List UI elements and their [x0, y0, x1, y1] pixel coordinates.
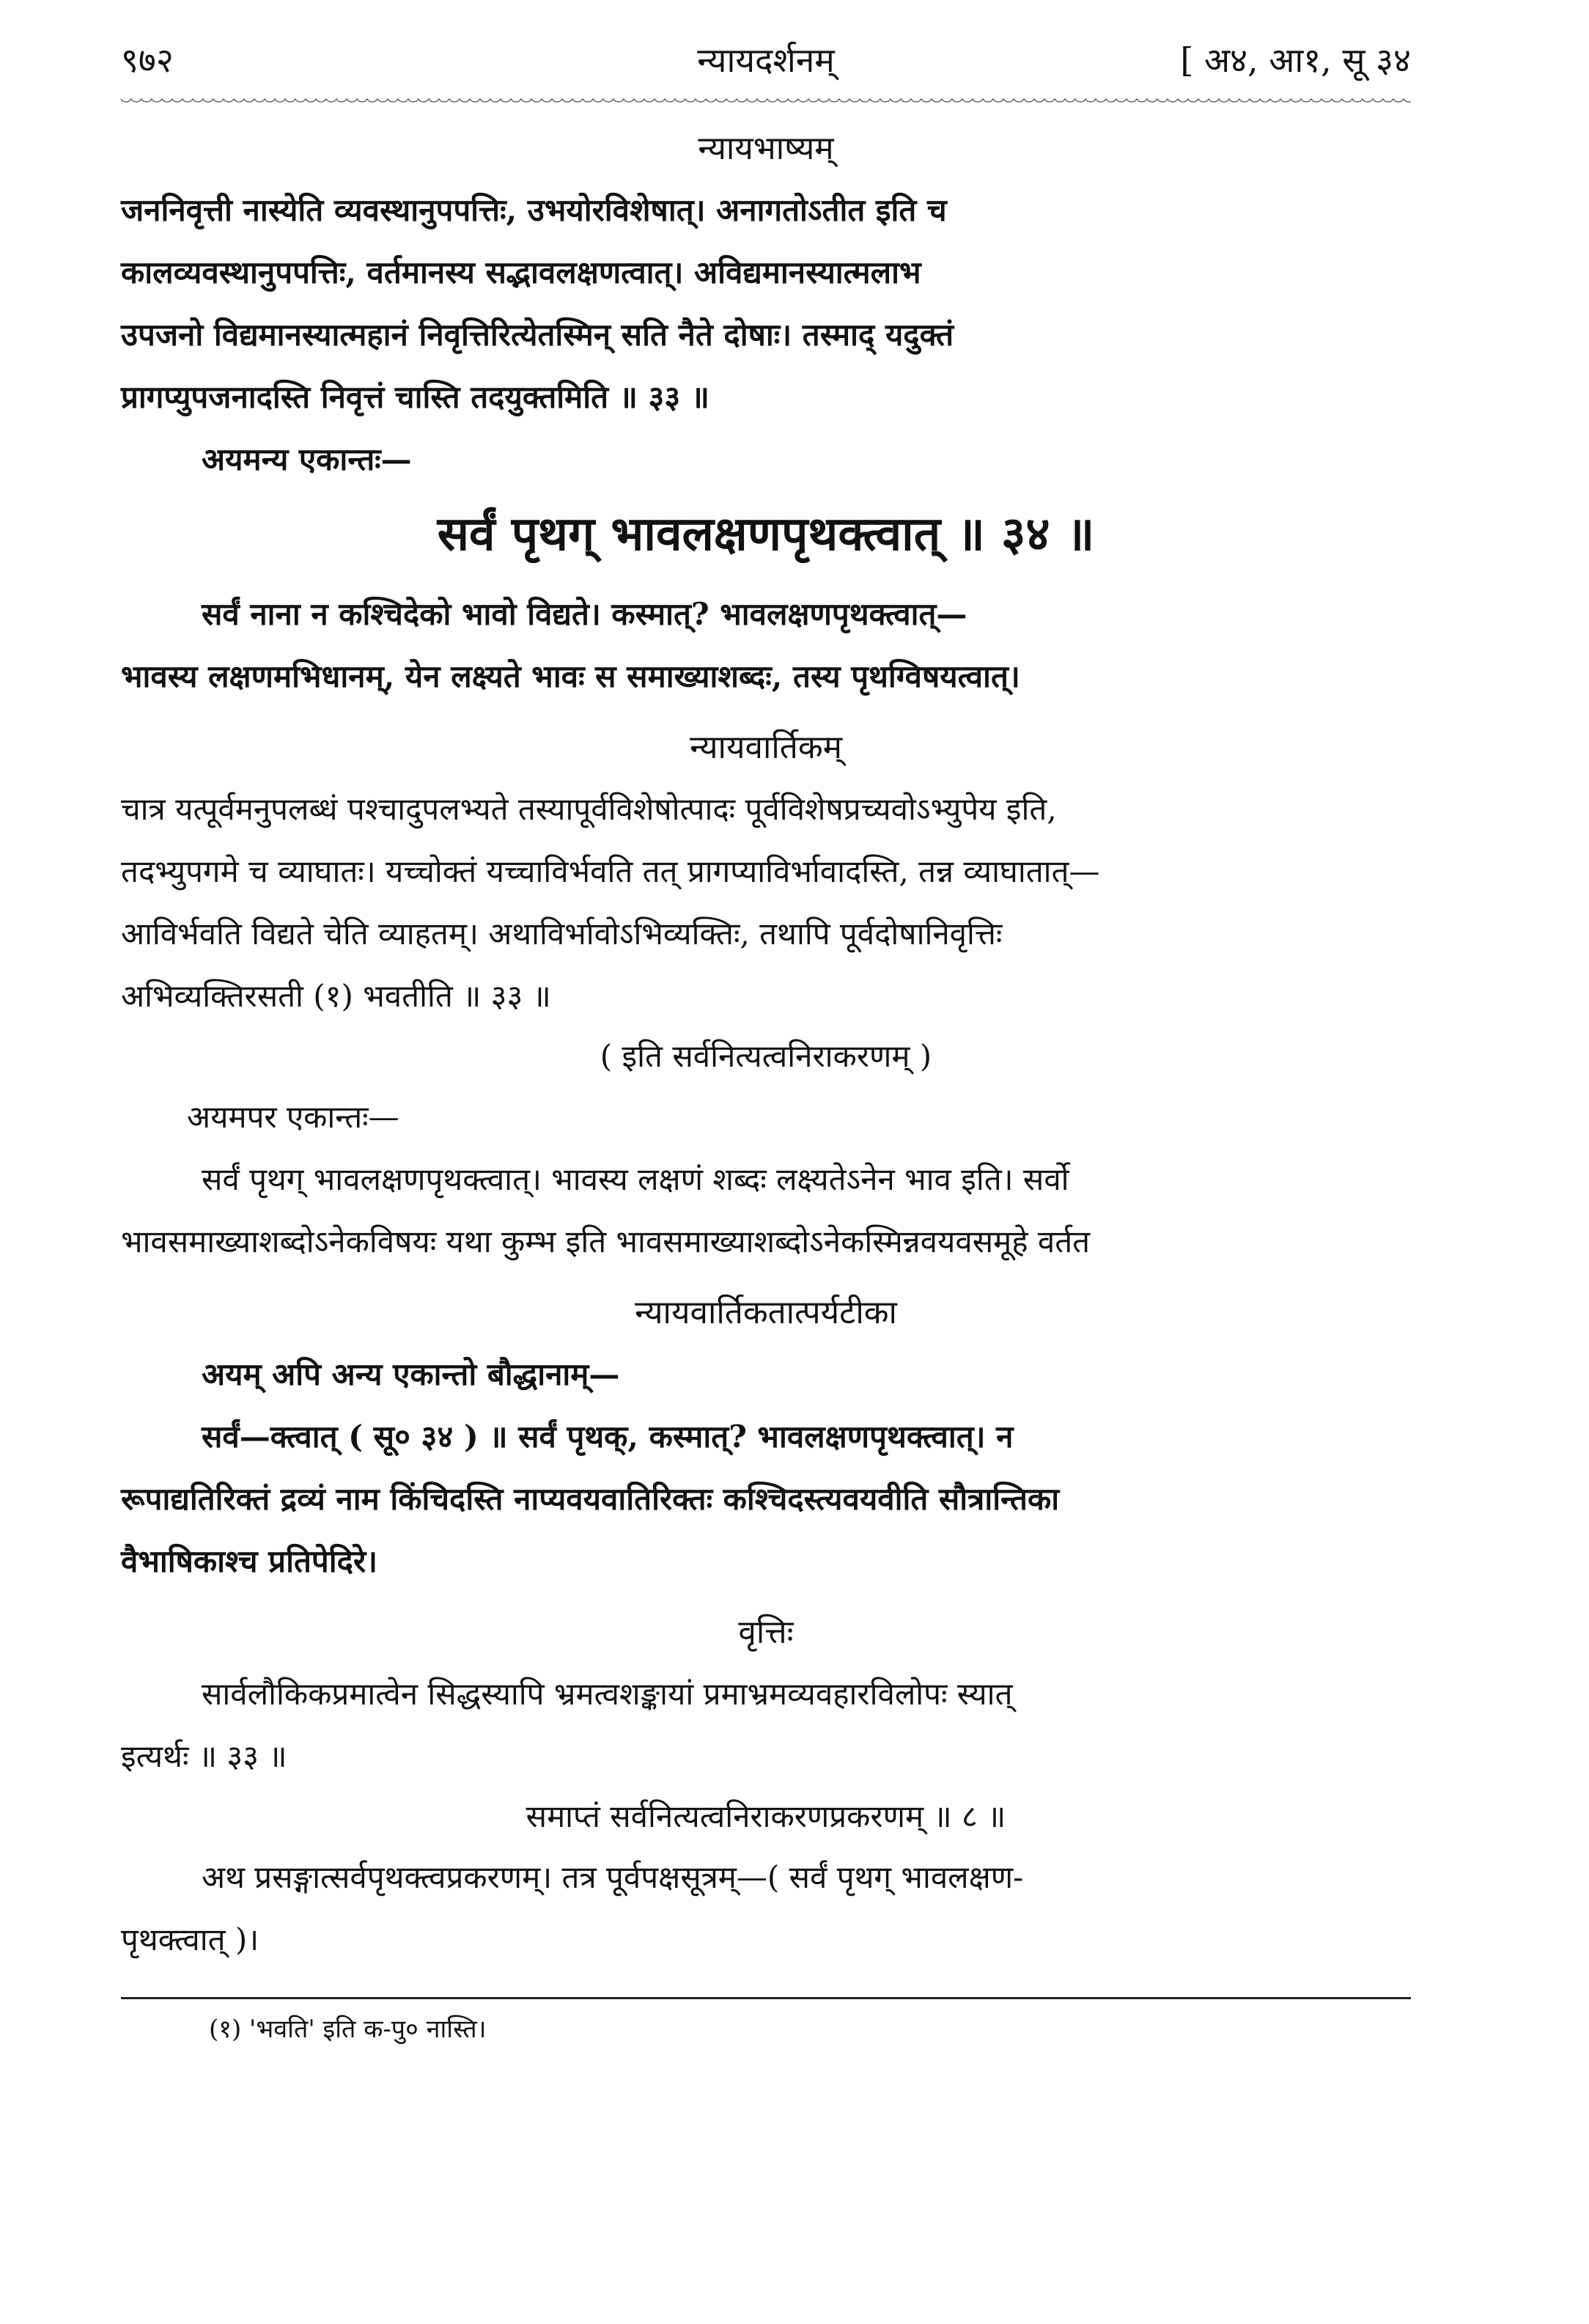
iti-line: ( इति सर्वनित्यत्वनिराकरणम् ): [600, 1038, 932, 1074]
vartika-intro: अयमपर एकान्तः—: [187, 1099, 399, 1135]
atha-line: पृथक्त्वात् )।: [121, 1922, 259, 1957]
vritti-line: इत्यर्थः ॥ ३३ ॥: [121, 1738, 287, 1774]
bhashya-line: उपजनो विद्यमानस्यात्महानं निवृत्तिरित्येतस्मिन् सति नैते दोषाः। तस्माद् यदुक्तं: [121, 317, 954, 353]
bhashya-intro: अयमन्य एकान्तः—: [202, 441, 412, 477]
samapta-line: समाप्तं सर्वनित्यत्वनिराकरणप्रकरणम् ॥ ८ ॥: [526, 1798, 1006, 1834]
bhashya-line: कालव्यवस्थानुपपत्तिः, वर्तमानस्य सद्भावलक्षणत्वात्। अविद्यमानस्यात्मलाभ: [121, 254, 921, 290]
bhashya-line: प्रागप्युपजनादस्ति निवृत्तं चास्ति तदयुक्तमिति ॥ ३३ ॥: [121, 379, 709, 415]
section-reference: [ अ४, आ१, सू ३४: [1180, 40, 1411, 80]
tika-intro: अयम् अपि अन्य एकान्तो बौद्धानाम्—: [202, 1356, 620, 1392]
vartika2-line: सर्वं पृथग् भावलक्षणपृथक्त्वात्। भावस्य लक्षणं शब्दः लक्ष्यतेऽनेन भाव इति। सर्वो: [202, 1161, 1069, 1197]
running-title: न्यायदर्शनम्: [697, 40, 835, 80]
sutra-comment-line: भावस्य लक्षणमभिधानम्, येन लक्ष्यते भावः स समाख्याशब्दः, तस्य पृथग्विषयत्वात्।: [121, 658, 1020, 694]
vartika-heading: न्यायवार्तिकम्: [690, 729, 842, 766]
tika-heading: न्यायवार्तिकतात्पर्यटीका: [635, 1294, 897, 1331]
bhashya-heading: न्यायभाष्यम्: [698, 130, 834, 167]
sutra-comment-line: सर्वं नाना न कश्चिदेको भावो विद्यते। कस्मात्? भावलक्षणपृथक्त्वात्—: [202, 596, 967, 632]
document-page: [121, 29, 1411, 2045]
footnote-rule: [121, 1997, 1411, 1999]
vartika-line: आविर्भवति विद्यते चेति व्याहतम्। अथाविर्भावोऽभिव्यक्तिः, तथापि पूर्वदोषानिवृत्तिः: [121, 916, 1003, 952]
header-wavy-rule: [121, 98, 1411, 109]
tika-line: सर्वं—क्त्वात् ( सू० ३४ ) ॥ सर्वं पृथक्, कस्मात्? भावलक्षणपृथक्त्वात्। न: [202, 1419, 1014, 1455]
vartika-line: तदभ्युपगमे च व्याघातः। यच्चोक्तं यच्चाविर्भवति तत् प्रागप्याविर्भावादस्ति, तन्न व्याघातात्—: [121, 853, 1100, 889]
page-header: [121, 29, 1411, 88]
atha-line: अथ प्रसङ्गात्सर्वपृथक्त्वप्रकरणम्। तत्र पूर्वपक्षसूत्रम्—( सर्वं पृथग् भावलक्षण-: [202, 1859, 1024, 1895]
vritti-heading: वृत्तिः: [738, 1614, 794, 1651]
vartika2-line: भावसमाख्याशब्दोऽनेकविषयः यथा कुम्भ इति भावसमाख्याशब्दोऽनेकस्मिन्नवयवसमूहे वर्तत: [121, 1224, 1091, 1260]
bhashya-line: जननिवृत्ती नास्येति व्यवस्थानुपपत्तिः, उभयोरविशेषात्। अनागतोऽतीत इति च: [121, 192, 947, 228]
footnote: (१) 'भवति' इति क-पु० नास्ति।: [209, 2015, 487, 2044]
sutra-text: सर्वं पृथग् भावलक्षणपृथक्त्वात् ॥ ३४ ॥: [437, 507, 1095, 562]
tika-line: रूपाद्यतिरिक्तं द्रव्यं नाम किंचिदस्ति नाप्यवयवातिरिक्तः कश्चिदस्त्यवयवीति सौत्रान्तिका: [121, 1481, 1060, 1517]
page-number: ९७२: [121, 40, 174, 80]
vritti-line: सार्वलौकिकप्रमात्वेन सिद्धस्यापि भ्रमत्वशङ्कायां प्रमाभ्रमव्यवहारविलोपः स्यात्: [202, 1676, 1013, 1712]
tika-line: वैभाषिकाश्च प्रतिपेदिरे।: [121, 1543, 378, 1579]
vartika-line: अभिव्यक्तिरसती (१) भवतीति ॥ ३३ ॥: [121, 978, 551, 1014]
vartika-line: चात्र यत्पूर्वमनुपलब्धं पश्चादुपलभ्यते तस्यापूर्वविशेषोत्पादः पूर्वविशेषप्रच्यवोऽभ्युपेय इति,: [121, 791, 1057, 827]
